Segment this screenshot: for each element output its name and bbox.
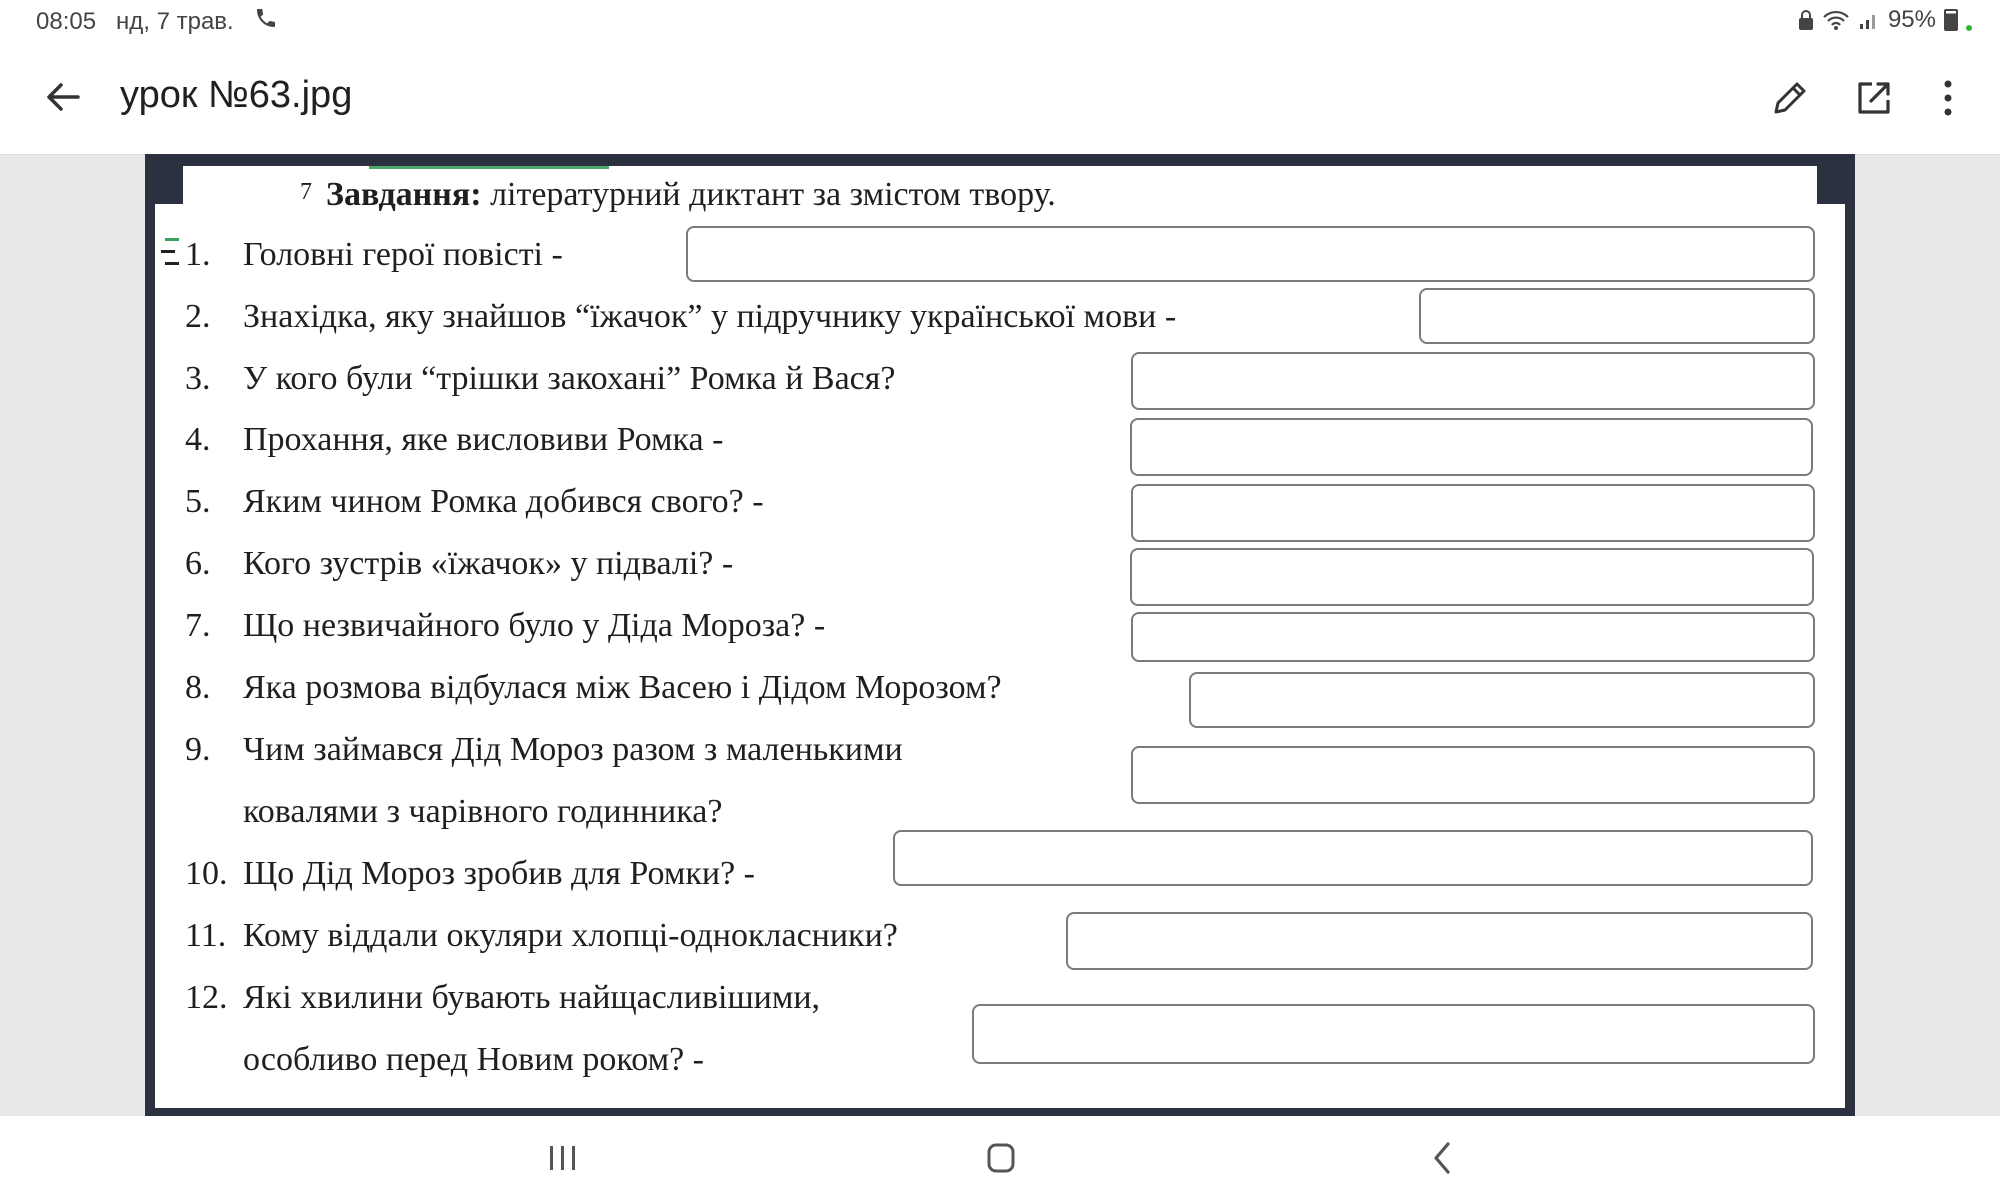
question-text-continued: особливо перед Новим роком? - (243, 1041, 704, 1078)
question-number: 8. (185, 669, 211, 706)
answer-field-7[interactable] (1131, 612, 1815, 662)
question-number: 11. (185, 917, 227, 954)
battery-icon (1944, 9, 1958, 31)
answer-field-1[interactable] (686, 226, 1815, 282)
question-number: 5. (185, 483, 211, 520)
question-number: 12. (185, 979, 228, 1016)
status-date: нд, 7 трав. (116, 8, 234, 35)
image-viewer[interactable] (145, 154, 1855, 1116)
phone-icon (254, 6, 278, 37)
answer-field-2[interactable] (1419, 288, 1815, 344)
task-number: 7 (300, 179, 312, 205)
question-text: Яка розмова відбулася між Васею і Дідом Морозом? (243, 669, 1002, 706)
more-vert-icon[interactable] (1928, 76, 1968, 120)
back-icon[interactable] (1430, 1140, 1454, 1176)
answer-field-3[interactable] (1131, 352, 1815, 410)
green-strip (369, 166, 609, 169)
question-number: 10. (185, 855, 228, 892)
navigation-bar (0, 1116, 2000, 1200)
task-label: Завдання: (326, 176, 482, 213)
battery-percent: 95% (1887, 6, 1936, 33)
answer-field-4[interactable] (1130, 418, 1813, 476)
question-text: Що незвичайного було у Діда Мороза? - (243, 607, 826, 644)
status-indicators (1798, 6, 1972, 34)
status-bar (0, 0, 2000, 44)
question-text: Які хвилини бувають найщасливішими, (243, 979, 821, 1016)
frame-notch-left (155, 166, 183, 204)
back-arrow-icon[interactable] (40, 74, 86, 120)
question-number: 1. (185, 236, 211, 273)
answer-field-5[interactable] (1131, 484, 1815, 542)
question-text: Чим займався Дід Мороз разом з маленькими (243, 731, 903, 768)
answer-field-8[interactable] (1189, 672, 1815, 728)
question-text: Кого зустрів «їжачок» у підвалі? - (243, 545, 734, 582)
question-number: 4. (185, 421, 211, 458)
answer-field-10[interactable] (893, 830, 1813, 886)
margin-marks-icon (161, 236, 183, 284)
frame-notch-right (1817, 166, 1845, 204)
question-text: У кого були “трішки закохані” Ромка й Вася? (243, 360, 896, 397)
question-number: 7. (185, 607, 211, 644)
worksheet-image (155, 166, 1845, 1108)
signal-icon (1858, 9, 1880, 31)
task-heading (300, 176, 1056, 214)
question-number: 9. (185, 731, 211, 768)
status-time: 08:05 (36, 8, 97, 35)
pencil-icon[interactable] (1768, 76, 1812, 120)
answer-field-12[interactable] (972, 1004, 1815, 1064)
answer-field-9[interactable] (1131, 746, 1815, 804)
question-text: Що Дід Мороз зробив для Ромки? - (243, 855, 755, 892)
question-text: Яким чином Ромка добився свого? - (243, 483, 764, 520)
file-title: урок №63.jpg (120, 74, 353, 116)
question-number: 6. (185, 545, 211, 582)
answer-field-6[interactable] (1130, 548, 1814, 606)
question-text: Кому віддали окуляри хлопці-однокласники? (243, 917, 898, 954)
question-number: 2. (185, 298, 211, 335)
charging-dot-icon (1966, 25, 1972, 31)
app-bar (0, 44, 2000, 155)
answer-field-11[interactable] (1066, 912, 1813, 970)
task-text: літературний диктант за змістом твору. (490, 176, 1056, 213)
question-number: 3. (185, 360, 211, 397)
question-text: Головні герої повісті - (243, 236, 563, 273)
question-text: Прохання, яке висловиви Ромка - (243, 421, 724, 458)
home-icon[interactable] (986, 1142, 1016, 1174)
recents-icon[interactable] (548, 1144, 578, 1172)
open-external-icon[interactable] (1852, 76, 1896, 120)
wifi-icon (1822, 9, 1850, 31)
question-text-continued: ковалями з чарівного годинника? (243, 793, 723, 830)
lock-icon (1798, 9, 1814, 31)
question-text: Знахідка, яку знайшов “їжачок” у підручнику української мови - (243, 298, 1177, 335)
